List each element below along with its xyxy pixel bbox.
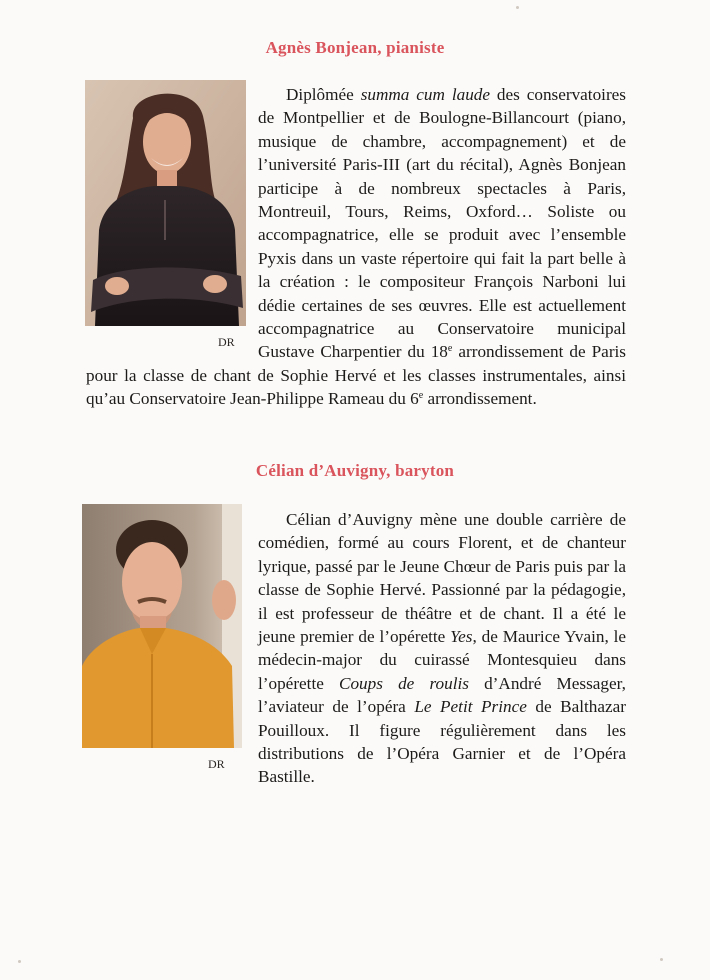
- photo-credit: DR: [218, 335, 235, 349]
- bio-text-agnes-bonjean: Diplômée summa cum laude des conservatoires de Montpellier et de Boulogne-Billancourt (piano, musique de chambre, accompagnement) et de l’université Paris-III (art du récital), Agnès Bonjean participe à de nombreux spectacles à Paris, Montreuil, Tours, Reims, Oxford… Soliste ou accompagnatrice, elle se produit avec l’ensemble Pyxis dans un vaste répertoire qui fait la part belle à la création : le compositeur François Narboni lui dédie certaines de ses œuvres. Elle est actuellement accompagnatrice au Conservatoire municipal Gustave Charpentier du 18e arrondissement de Paris pour la classe de chant de Sophie Hervé et les classes instrumentales, ainsi qu’au Conservatoire Jean-Philippe Rameau du 6e arrondissement.: [86, 85, 627, 409]
- bio-text-celian-dauvigny: Célian d’Auvigny mène une double carrière de comédien, formé au cours Florent, et de chanteur lyrique, passé par le Jeune Chœur de Paris puis par la classe de Sophie Hervé. Passionné par la pédagogie, il est professeur de théâtre et de chant. Il a été le jeune premier de l’opérette Yes, de Maurice Yvain, le médecin-major du cuirassé Montesquieu dans l’opérette Coups de roulis d’André Messager, l’aviateur de l’opéra Le Petit Prince de Balthazar Pouilloux. Il figure régulièrement dans les distributions de l’Opéra Garnier et de l’Opéra Bastille.: [258, 510, 627, 787]
- bio-title-celian-dauvigny: Célian d’Auvigny, baryton: [255, 461, 455, 480]
- paper-speck: [660, 958, 663, 961]
- bio-title-agnes-bonjean: Agnès Bonjean, pianiste: [265, 38, 445, 57]
- paper-speck: [18, 960, 21, 963]
- photo-credit: DR: [208, 757, 225, 771]
- paper-speck: [516, 6, 519, 9]
